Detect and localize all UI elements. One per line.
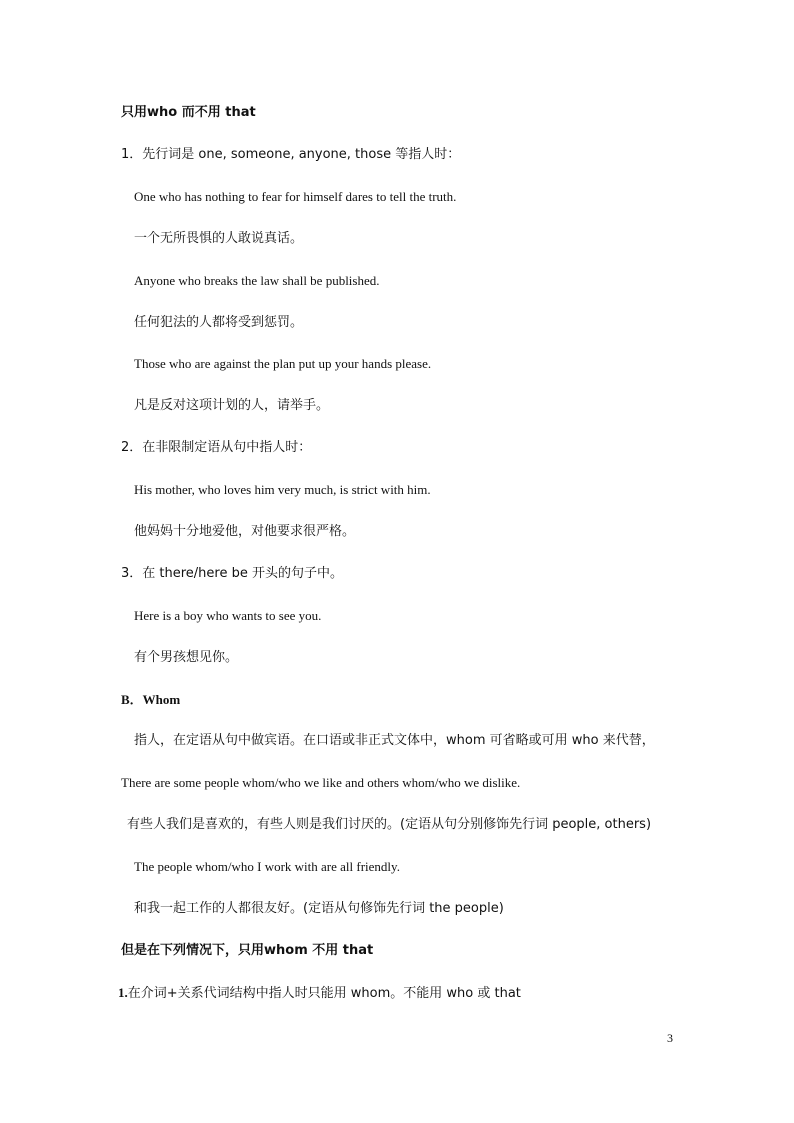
heading-who-only: 只用who 而不用 that <box>121 105 256 120</box>
whom-description: 指人，在定语从句中做宾语。在口语或非正式文体中，whom 可省略或可用 who 来代替， <box>134 733 655 748</box>
example-6-chinese: 有些人我们是喜欢的，有些人则是我们讨厌的。(定语从句分别修饰先行词 people, others) <box>127 817 652 832</box>
example-5-chinese: 有个男孩想见你。 <box>134 650 239 665</box>
rule-1: 1．先行词是 one, someone, anyone, those 等指人时： <box>121 147 461 162</box>
example-3-english: Those who are against the plan put up your hands please. <box>134 356 432 371</box>
example-2-chinese: 任何犯法的人都将受到惩罚。 <box>134 315 304 330</box>
heading-whom-only: 但是在下列情况下，只用whom 不用 that <box>121 943 374 958</box>
example-4-chinese: 他妈妈十分地爱他，对他要求很严格。 <box>134 524 356 539</box>
example-7-chinese: 和我一起工作的人都很友好。(定语从句修饰先行词 the people) <box>134 901 504 916</box>
example-6-english: There are some people whom/who we like and others whom/who we dislike. <box>121 775 521 790</box>
example-1-chinese: 一个无所畏惧的人敢说真话。 <box>134 231 304 246</box>
example-3-chinese: 凡是反对这项计划的人，请举手。 <box>134 398 330 413</box>
example-1-english: One who has nothing to fear for himself dares to tell the truth. <box>134 189 457 204</box>
example-7-english: The people whom/who I work with are all friendly. <box>134 859 400 874</box>
example-2-english: Anyone who breaks the law shall be published. <box>134 273 380 288</box>
rule-4 <box>118 985 521 1002</box>
heading-whom: B．Whom <box>121 692 181 707</box>
rule-2: 2．在非限制定语从句中指人时： <box>121 440 312 455</box>
rule-3: 3．在 there/here be 开头的句子中。 <box>121 566 343 581</box>
example-4-english: His mother, who loves him very much, is strict with him. <box>134 482 431 497</box>
rule-4-text: 在介词+关系代词结构中指人时只能用 whom。不能用 who 或 that <box>127 986 521 1001</box>
page-number: 3 <box>667 1031 673 1045</box>
rule-4-number: 1. <box>118 985 128 1000</box>
example-5-english: Here is a boy who wants to see you. <box>134 608 322 623</box>
